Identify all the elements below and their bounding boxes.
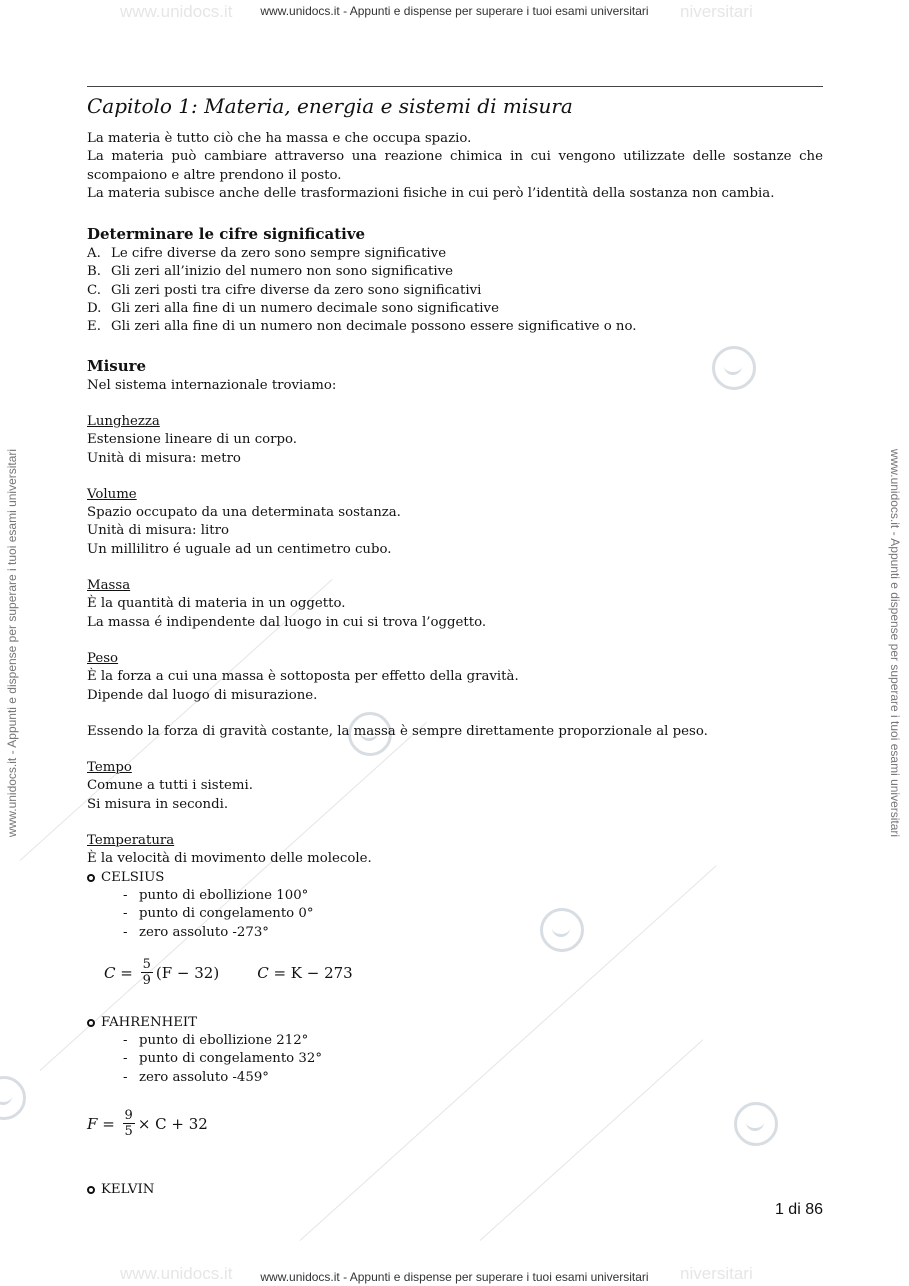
text-line: È la forza a cui una massa è sottoposta per effetto della gravità.	[87, 669, 519, 685]
fraction: $\frac{9}{5}$	[124, 1108, 133, 1140]
watermark-side-right: www.unidocs.it - Appunti e dispense per superare i tuoi esami universitari	[888, 448, 902, 838]
subheading-volume: Volume	[87, 486, 137, 502]
fahrenheit-list	[87, 1032, 823, 1087]
page-number: 1 di 86	[774, 1201, 823, 1218]
list-item: - punto di ebollizione 212°	[123, 1033, 309, 1049]
subheading-tempo: Tempo	[87, 760, 132, 776]
fahrenheit-heading: FAHRENHEIT	[87, 1014, 823, 1032]
ring-bullet-icon	[87, 1019, 95, 1027]
list-item: - punto di congelamento 0°	[123, 906, 314, 922]
ring-bullet-icon	[87, 874, 95, 882]
list-item: E. Gli zeri alla fine di un numero non decimale possono essere significative o no.	[87, 319, 637, 335]
intro-line: La materia può cambiare attraverso una reazione chimica in cui vengono utilizzate delle sostanze che scompaiono e altre prendono il posto.	[87, 149, 823, 183]
celsius-list	[87, 887, 823, 942]
list-item: - punto di ebollizione 100°	[123, 887, 309, 903]
text-line: Unità di misura: metro	[87, 450, 241, 466]
subheading-lunghezza: Lunghezza	[87, 413, 160, 429]
text-line: È la velocità di movimento delle molecole.	[87, 851, 372, 867]
text-line: Dipende dal luogo di misurazione.	[87, 687, 318, 703]
text-line: Unità di misura: litro	[87, 523, 229, 539]
text-line: La massa é indipendente dal luogo in cui si trova l’oggetto.	[87, 614, 487, 630]
header-rule	[87, 86, 823, 87]
watermark-ghost-top-right: niversitari	[680, 2, 753, 21]
watermark-ghost-bottom-right: niversitari	[680, 1264, 753, 1283]
list-item: A. Le cifre diverse da zero sono sempre significative	[87, 246, 447, 262]
watermark-logo-icon	[0, 1076, 26, 1120]
subheading-massa: Massa	[87, 578, 131, 594]
watermark-footer: www.unidocs.it - Appunti e dispense per superare i tuoi esami universitari	[260, 1270, 649, 1284]
text-line: È la quantità di materia in un oggetto.	[87, 596, 346, 612]
list-item: - punto di congelamento 32°	[123, 1051, 322, 1067]
fahrenheit-formula: F = $\frac{9}{5}$ × C + 32	[87, 1108, 208, 1140]
text-line: Un millilitro é uguale ad un centimetro cubo.	[87, 541, 392, 557]
text-line: Comune a tutti i sistemi.	[87, 778, 253, 794]
list-item: - zero assoluto -273°	[123, 924, 269, 940]
misure-intro: Nel sistema internazionale troviamo:	[87, 377, 337, 393]
text-line: Spazio occupato da una determinata sostanza.	[87, 505, 401, 521]
kelvin-heading: KELVIN	[87, 1181, 823, 1199]
list-item: D. Gli zeri alla fine di un numero decimale sono significative	[87, 301, 499, 317]
peso-note: Essendo la forza di gravità costante, la massa è sempre direttamente proporzionale al peso.	[87, 723, 708, 739]
watermark-header: www.unidocs.it - Appunti e dispense per superare i tuoi esami universitari	[260, 4, 649, 18]
intro-line: La materia subisce anche delle trasformazioni fisiche in cui però l’identità della sostanza non cambia.	[87, 185, 775, 201]
list-item: - zero assoluto -459°	[123, 1069, 269, 1085]
text-line: Estensione lineare di un corpo.	[87, 432, 298, 448]
list-item: B. Gli zeri all’inizio del numero non sono significative	[87, 264, 453, 280]
section-heading-misure: Misure	[87, 356, 147, 375]
subheading-peso: Peso	[87, 650, 119, 666]
watermark-ghost-bottom: www.unidocs.it	[120, 1264, 233, 1283]
celsius-heading: CELSIUS	[87, 869, 823, 887]
subheading-temperatura: Temperatura	[87, 833, 175, 849]
fraction: $\frac{5}{9}$	[142, 957, 151, 989]
list-item: C. Gli zeri posti tra cifre diverse da zero sono significativi	[87, 282, 482, 298]
chapter-title: Capitolo 1: Materia, energia e sistemi di misura	[87, 94, 573, 118]
celsius-formula: C = $\frac{5}{9}$ (F − 32) C = K − 273	[104, 957, 353, 989]
watermark-side-left: www.unidocs.it - Appunti e dispense per superare i tuoi esami universitari	[5, 448, 19, 838]
intro-line: La materia è tutto ciò che ha massa e che occupa spazio.	[87, 131, 472, 146]
text-line: Si misura in secondi.	[87, 796, 229, 812]
cifre-list	[87, 245, 823, 336]
watermark-ghost-top: www.unidocs.it	[120, 2, 233, 21]
ring-bullet-icon	[87, 1186, 95, 1194]
section-heading-cifre: Determinare le cifre significative	[87, 225, 366, 244]
document-body	[87, 92, 823, 1199]
